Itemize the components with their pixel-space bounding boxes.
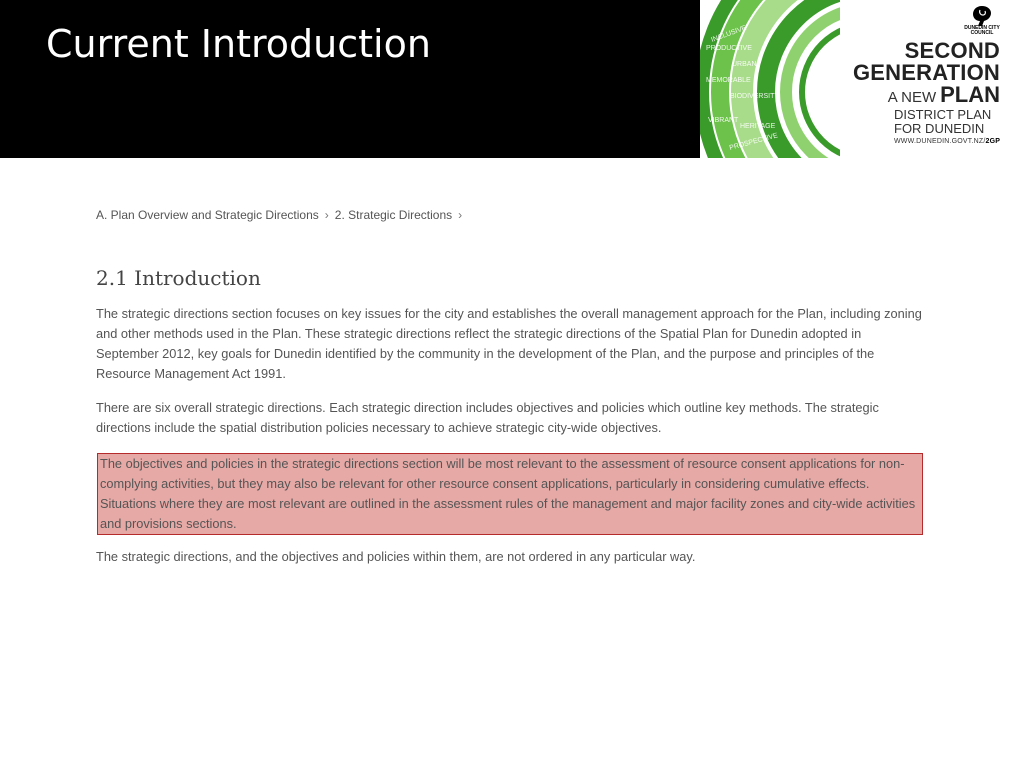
plan-line-a-new-plan — [853, 84, 1000, 106]
district-plan-subtitle — [894, 108, 991, 136]
brand-url — [894, 138, 1000, 145]
for-dunedin-line: FOR DUNEDIN — [894, 121, 985, 136]
plan-line-generation: GENERATION — [852, 60, 1000, 85]
paragraph-not-ordered: The strategic directions, and the objectives and policies within them, are not ordered in any particular way. — [96, 549, 696, 564]
paragraph-highlighted-relevance: The objectives and policies in the strategic directions section will be most relevant to the assessment of resource consent applications for non-complying activities, but they may also be relevant for other resource consent applications, particularly in considering cumulative effects. Situations where they are most relevant are outlined in the assessment rules of the management and major facility zones and city-wide activities and provisions sections. — [97, 453, 923, 535]
url-suffix: 2GP — [985, 138, 1001, 145]
ring-word: PROSPECTIVE — [728, 132, 779, 152]
breadcrumb-item-plan-overview[interactable]: A. Plan Overview and Strategic Directions — [96, 208, 319, 222]
plan-word: PLAN — [940, 82, 1000, 107]
breadcrumb-separator: › — [324, 208, 329, 222]
paragraph-intro: The strategic directions section focuses on key issues for the city and establishes the overall management approach for the Plan, including zoning and other methods used in the Plan. These strategic directions reflect the strategic directions of the Spatial Plan for Dunedin adopted in September 2012, key goals for Dunedin identified by the community in the development of the Plan, and the purpose and principles of the Resource Management Act 1991. — [96, 306, 922, 381]
plan-line-second: SECOND — [904, 38, 1000, 63]
ring-word: INCLUSIVE — [710, 24, 748, 44]
ring-word: MEMORABLE — [706, 77, 751, 84]
breadcrumb-separator: › — [458, 208, 463, 222]
slide-header — [0, 0, 1024, 158]
document-screenshot — [96, 208, 926, 564]
ring-word: HERITAGE — [740, 123, 776, 130]
ring-word: URBAN — [732, 61, 757, 68]
url-prefix: WWW.DUNEDIN.GOVT.NZ/ — [894, 138, 986, 145]
plan-wordmark — [853, 40, 1000, 106]
paragraph-six-directions: There are six overall strategic directions. Each strategic direction includes objectives and policies which outline key methods. The strategic directions include the spatial distribution policies necessary to achieve strategic city-wide objectives. — [96, 400, 879, 435]
district-plan-line: DISTRICT PLAN — [894, 107, 992, 122]
slide-title: Current Introduction — [46, 22, 431, 66]
breadcrumb-item-strategic-directions[interactable]: 2. Strategic Directions — [334, 208, 453, 222]
ring-word: VIBRANT — [708, 117, 739, 124]
breadcrumb — [96, 208, 926, 222]
a-new-text: A NEW — [887, 89, 937, 106]
council-name: DUNEDIN CITY COUNCIL — [964, 25, 1000, 36]
section-heading: 2.1 Introduction — [96, 266, 261, 290]
ring-word: BIODIVERSITY — [730, 93, 780, 100]
ring-word: PRODUCTIVE — [706, 45, 752, 52]
